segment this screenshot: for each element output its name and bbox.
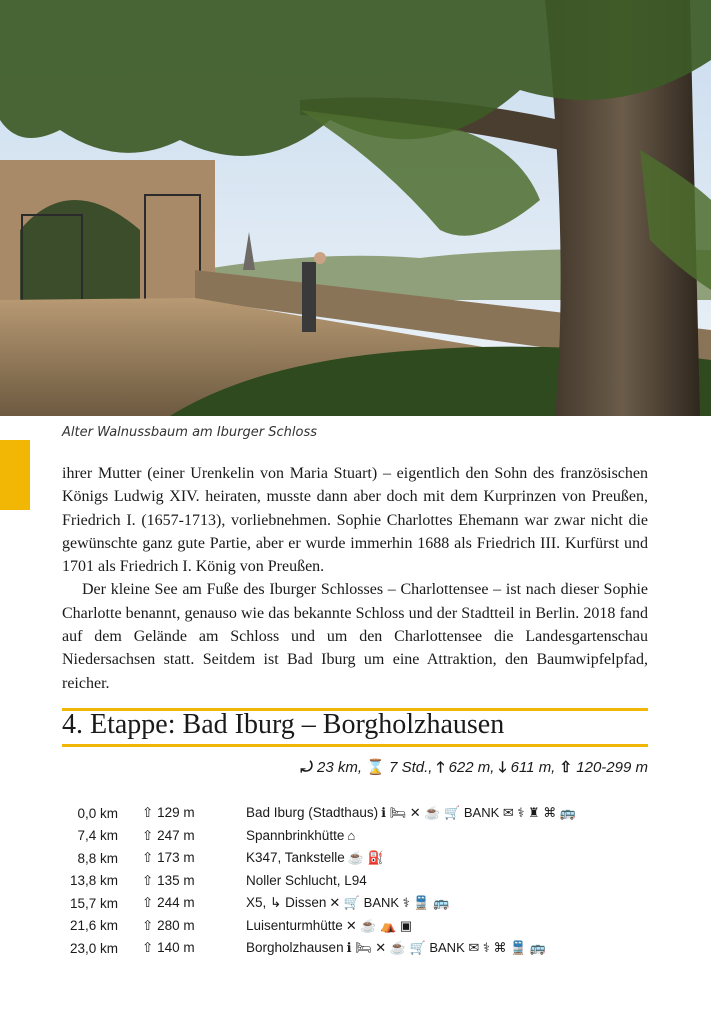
waypoint-elevation: 135 m bbox=[157, 872, 195, 888]
waypoint-place: K347, Tankstelle bbox=[246, 850, 345, 866]
stage-stats bbox=[300, 757, 648, 782]
stage-duration: 7 Std., bbox=[389, 759, 433, 776]
descent-arrow-icon: 🡓 bbox=[498, 759, 507, 776]
elevation-arrow-icon: ⇧ bbox=[142, 850, 158, 866]
waypoint-km: 13,8 km bbox=[69, 873, 118, 889]
elevation-arrow-icon: ⇧ bbox=[142, 917, 158, 933]
waypoint-place: Bad Iburg (Stadthaus) bbox=[246, 805, 379, 821]
hourglass-icon: ⌛ bbox=[366, 759, 385, 776]
table-row bbox=[62, 825, 576, 848]
distance-icon: ⤾ bbox=[300, 759, 313, 776]
paragraph: Der kleine See am Fuße des Iburger Schlosses – Charlottensee – ist nach dieser Sophie Charlotte benannt, genauso wie das bekannte Schloss und der Stadtteil in Berlin. 2018 fand auf dem Gelände am Schloss und um den Charlottensee die Landesgartenschau Niedersachsen statt. Seitdem ist Bad Iburg um eine Attraktion, den Baumwipfelpfad, reicher. bbox=[62, 581, 648, 692]
elevation-arrow-icon: ⇧ bbox=[142, 872, 158, 888]
elevation-arrow-icon: ⇧ bbox=[142, 805, 158, 821]
amenity-icons: ℹ 🛏 ✕ ☕ 🛒 BANK ✉ ⚕ ⌘ 🚆 🚌 bbox=[346, 940, 547, 956]
stage-ascent: 622 m, bbox=[448, 759, 495, 776]
stage-distance: 23 km, bbox=[317, 759, 363, 776]
table-row bbox=[62, 802, 576, 825]
amenity-icons: ℹ 🛏 ✕ ☕ 🛒 BANK ✉ ⚕ ♜ ⌘ 🚌 bbox=[381, 805, 577, 821]
amenity-icons: ✕ 🛒 BANK ⚕ 🚆 🚌 bbox=[329, 895, 450, 911]
elevation-arrow-icon: ⇧ bbox=[142, 940, 158, 956]
table-row bbox=[62, 915, 576, 938]
photo-caption: Alter Walnussbaum am Iburger Schloss bbox=[62, 425, 317, 440]
table-row bbox=[62, 847, 576, 870]
elevation-arrow-icon: ⇧ bbox=[559, 759, 573, 776]
waypoint-km: 7,4 km bbox=[77, 828, 118, 844]
waypoint-elevation: 280 m bbox=[157, 917, 195, 933]
waypoint-elevation: 173 m bbox=[157, 850, 195, 866]
waypoint-elevation: 129 m bbox=[157, 805, 195, 821]
walnut-tree-photo bbox=[0, 0, 711, 416]
waypoint-km: 23,0 km bbox=[69, 940, 118, 956]
waypoint-place: X5, ↳ Dissen bbox=[246, 895, 327, 911]
amenity-icons: ✕ ☕ ⛺ ▣ bbox=[345, 917, 413, 933]
waypoint-elevation: 247 m bbox=[157, 827, 195, 843]
amenity-icons: ☕ ⛽ bbox=[347, 850, 384, 866]
paragraph: ihrer Mutter (einer Urenkelin von Maria Stuart) – eigentlich den Sohn des französischen Königs Ludwig XIV. heiraten, musste dann aber doch mit dem Kurprinzen von Preußen, Friedrich I. (1657-1713), vorliebnehmen. Sophie Charlottes Ehemann war zwar nicht die gewünschte ganz gute Partie, aber er wurde immerhin 1688 als Friedrich III. Kurfürst und 1701 als Friedrich I. König von Preußen. bbox=[62, 465, 648, 576]
stage-title: 4. Etappe: Bad Iburg – Borgholzhausen bbox=[62, 709, 505, 740]
waypoint-elevation: 140 m bbox=[157, 940, 195, 956]
heading-rule-bottom bbox=[62, 744, 648, 747]
ascent-arrow-icon: 🡑 bbox=[436, 759, 445, 776]
table-row bbox=[62, 937, 576, 960]
elevation-arrow-icon: ⇧ bbox=[142, 895, 158, 911]
waypoint-place: Noller Schlucht, L94 bbox=[246, 873, 367, 889]
stage-elevation-range: 120-299 m bbox=[576, 759, 648, 776]
waypoint-place: Luisenturmhütte bbox=[246, 917, 343, 933]
table-row bbox=[62, 892, 576, 915]
waypoint-elevation: 244 m bbox=[157, 895, 195, 911]
chapter-tab-marker bbox=[0, 440, 30, 510]
waypoint-km: 8,8 km bbox=[77, 850, 118, 866]
waypoint-place: Spannbrinkhütte bbox=[246, 828, 345, 844]
stage-descent: 611 m, bbox=[510, 759, 556, 776]
waypoint-km: 21,6 km bbox=[69, 918, 118, 934]
body-text bbox=[62, 462, 648, 695]
amenity-icons: ⌂ bbox=[347, 828, 356, 844]
waypoint-km: 0,0 km bbox=[77, 805, 118, 821]
elevation-arrow-icon: ⇧ bbox=[142, 827, 158, 843]
waypoint-place: Borgholzhausen bbox=[246, 940, 344, 956]
waypoint-table bbox=[62, 802, 576, 960]
table-row bbox=[62, 870, 576, 893]
waypoint-km: 15,7 km bbox=[69, 895, 118, 911]
